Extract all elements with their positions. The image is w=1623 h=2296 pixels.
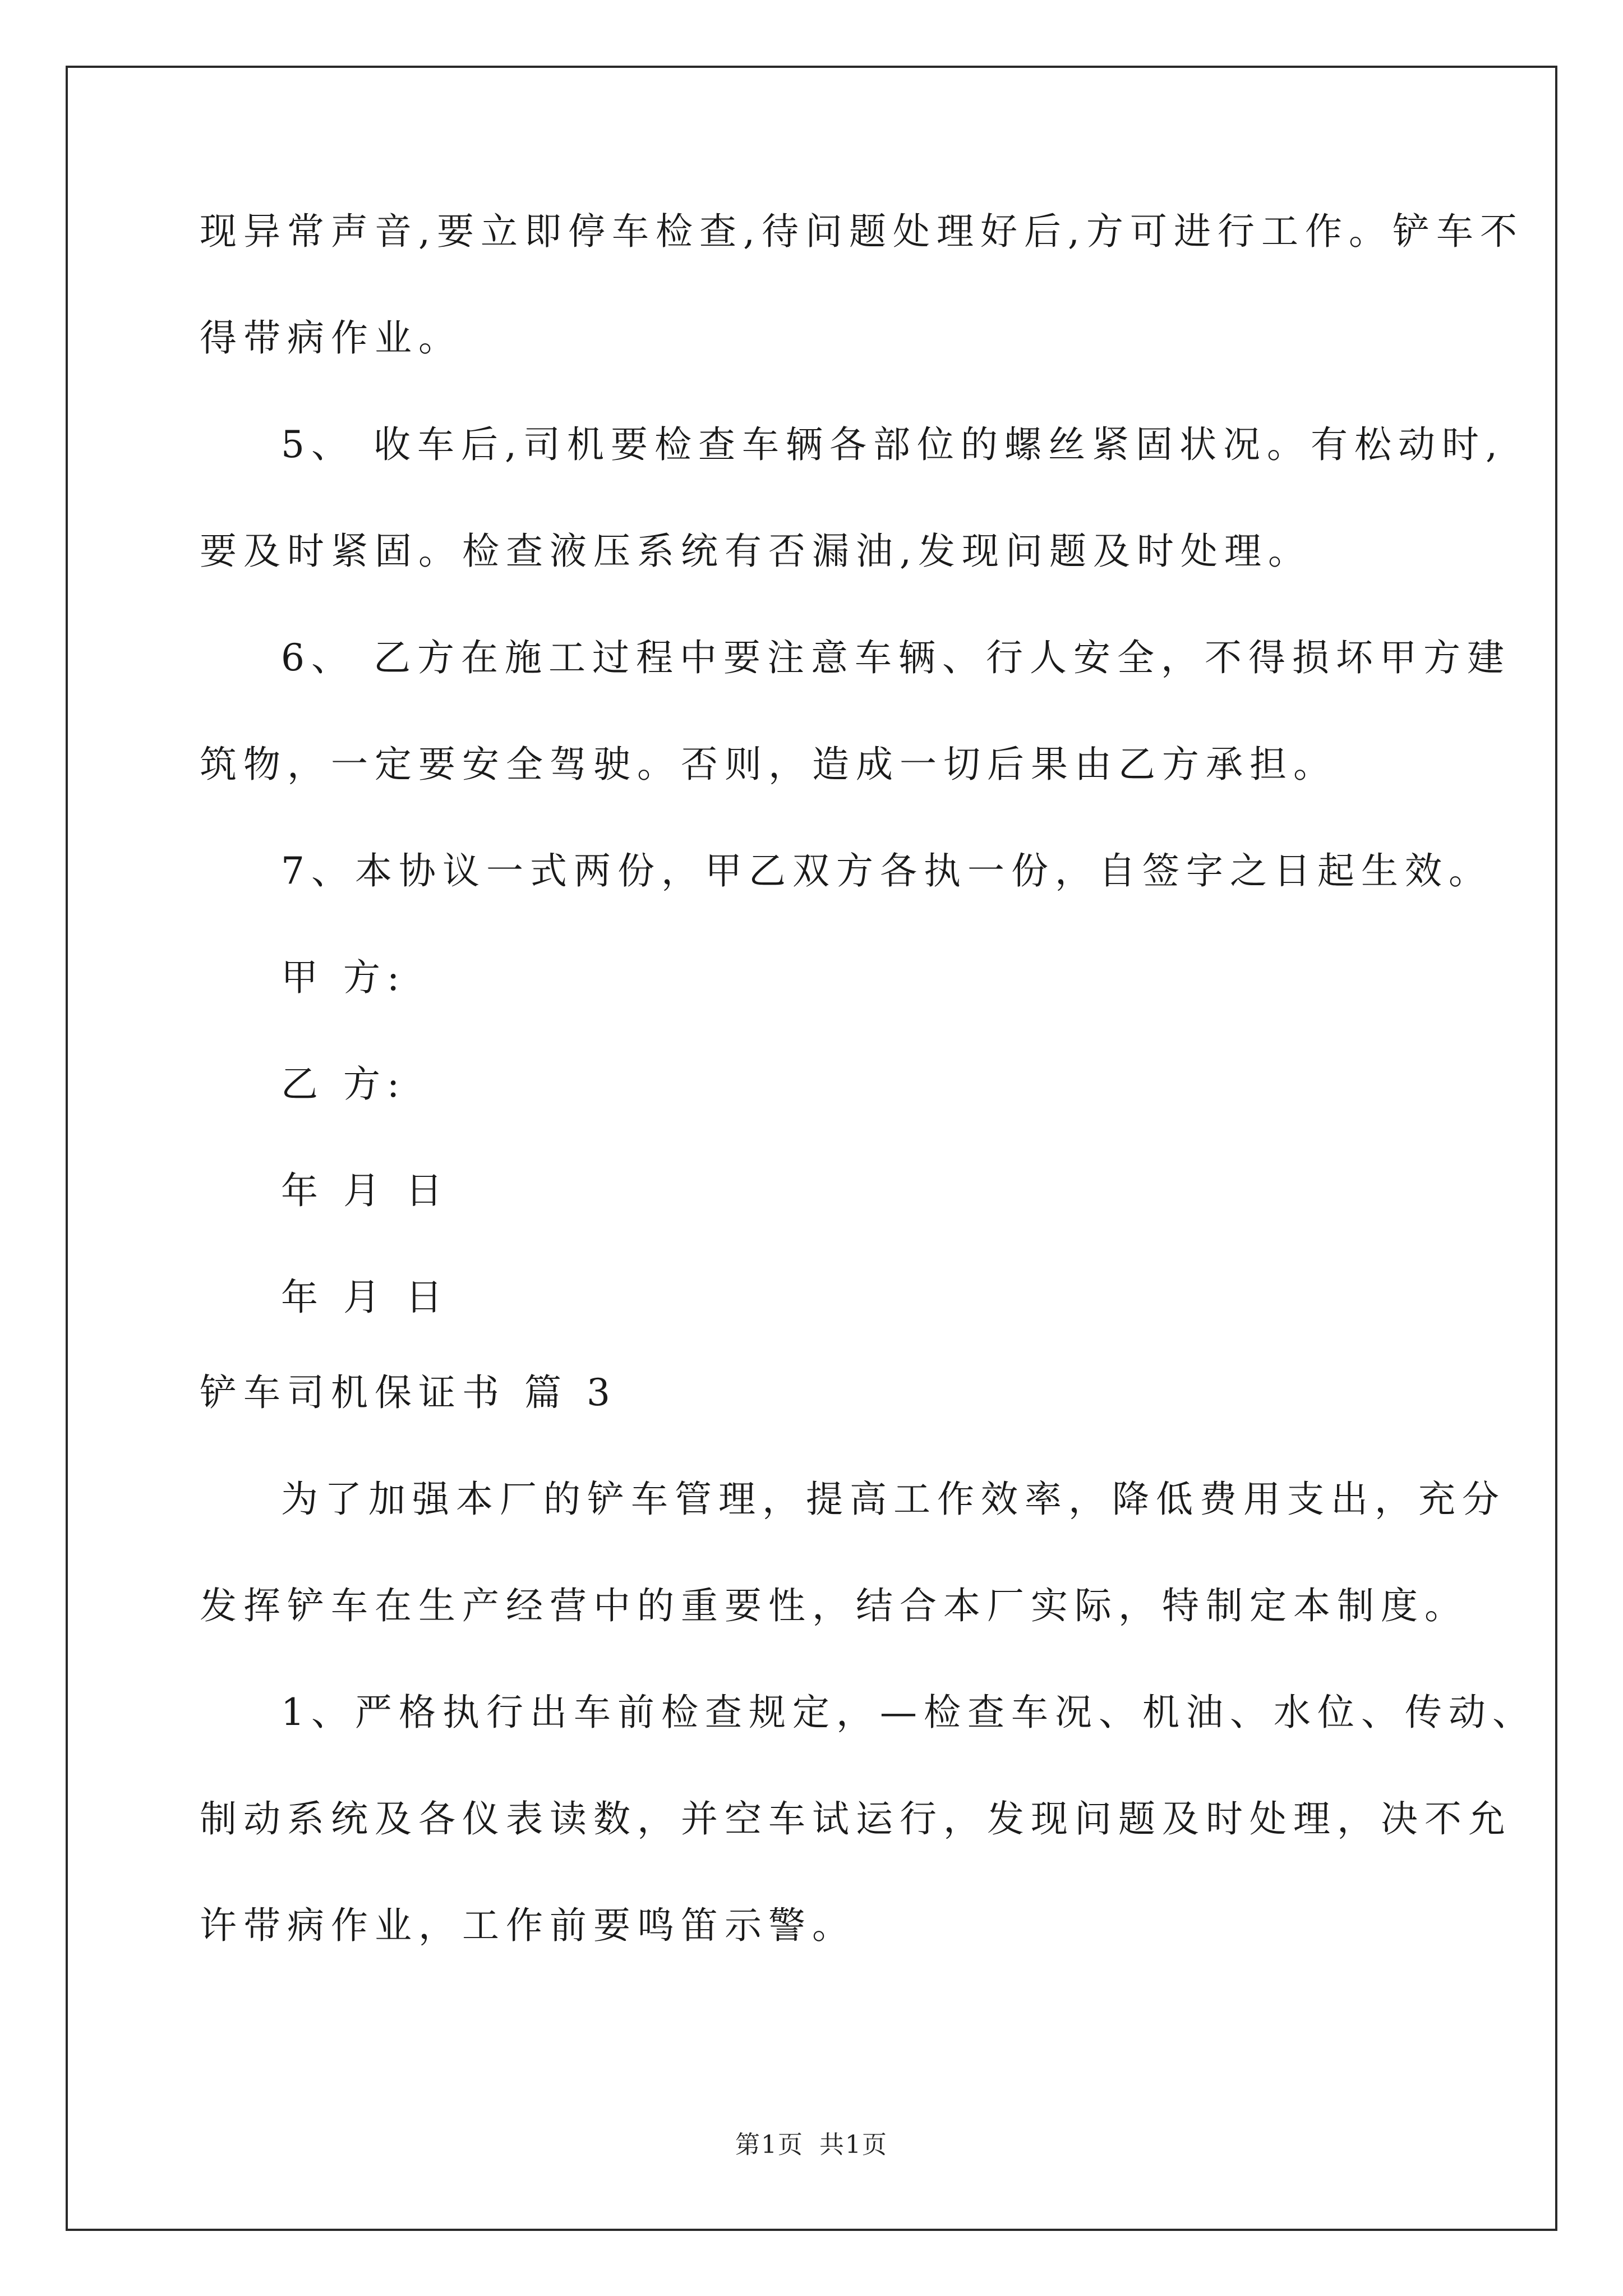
section-heading: 铲车司机保证书 篇 3: [200, 1371, 617, 1414]
text-line: 现异常声音,要立即停车检查,待问题处理好后,方可进行工作。铲车不: [200, 210, 1524, 253]
party-a-label: 甲 方:: [281, 956, 407, 999]
text-line: 要及时紧固。检查液压系统有否漏油,发现问题及时处理。: [200, 530, 1312, 573]
page-total: 共1页: [819, 2131, 888, 2159]
list-item-5: 5、 收车后,司机要检查车辆各部位的螺丝紧固状况。有松动时,: [281, 423, 1504, 466]
text-line: 发挥铲车在生产经营中的重要性，结合本厂实际，特制定本制度。: [200, 1584, 1468, 1627]
page-number: 第1页: [735, 2131, 804, 2159]
text-line: 筑物，一定要安全驾驶。否则，造成一切后果由乙方承担。: [200, 743, 1337, 786]
paragraph-intro: 为了加强本厂的铲车管理，提高工作效率，降低费用支出，充分: [281, 1478, 1506, 1521]
page-footer: [0, 2133, 1623, 2157]
list-item-6: 6、 乙方在施工过程中要注意车辆、行人安全，不得损坏甲方建: [281, 636, 1511, 679]
text-line: 许带病作业，工作前要鸣笛示警。: [200, 1904, 856, 1947]
date-line: 年 月 日: [281, 1276, 449, 1319]
text-line: 制动系统及各仪表读数，并空车试运行，发现问题及时处理，决不允: [200, 1797, 1512, 1841]
text-line: 得带病作业。: [200, 316, 462, 360]
date-line: 年 月 日: [281, 1169, 449, 1212]
list-item-7: 7、本协议一式两份，甲乙双方各执一份，自签字之日起生效。: [281, 849, 1492, 892]
party-b-label: 乙 方:: [281, 1062, 407, 1106]
list-item-1: 1、严格执行出车前检查规定，—检查车况、机油、水位、传动、: [281, 1691, 1536, 1734]
